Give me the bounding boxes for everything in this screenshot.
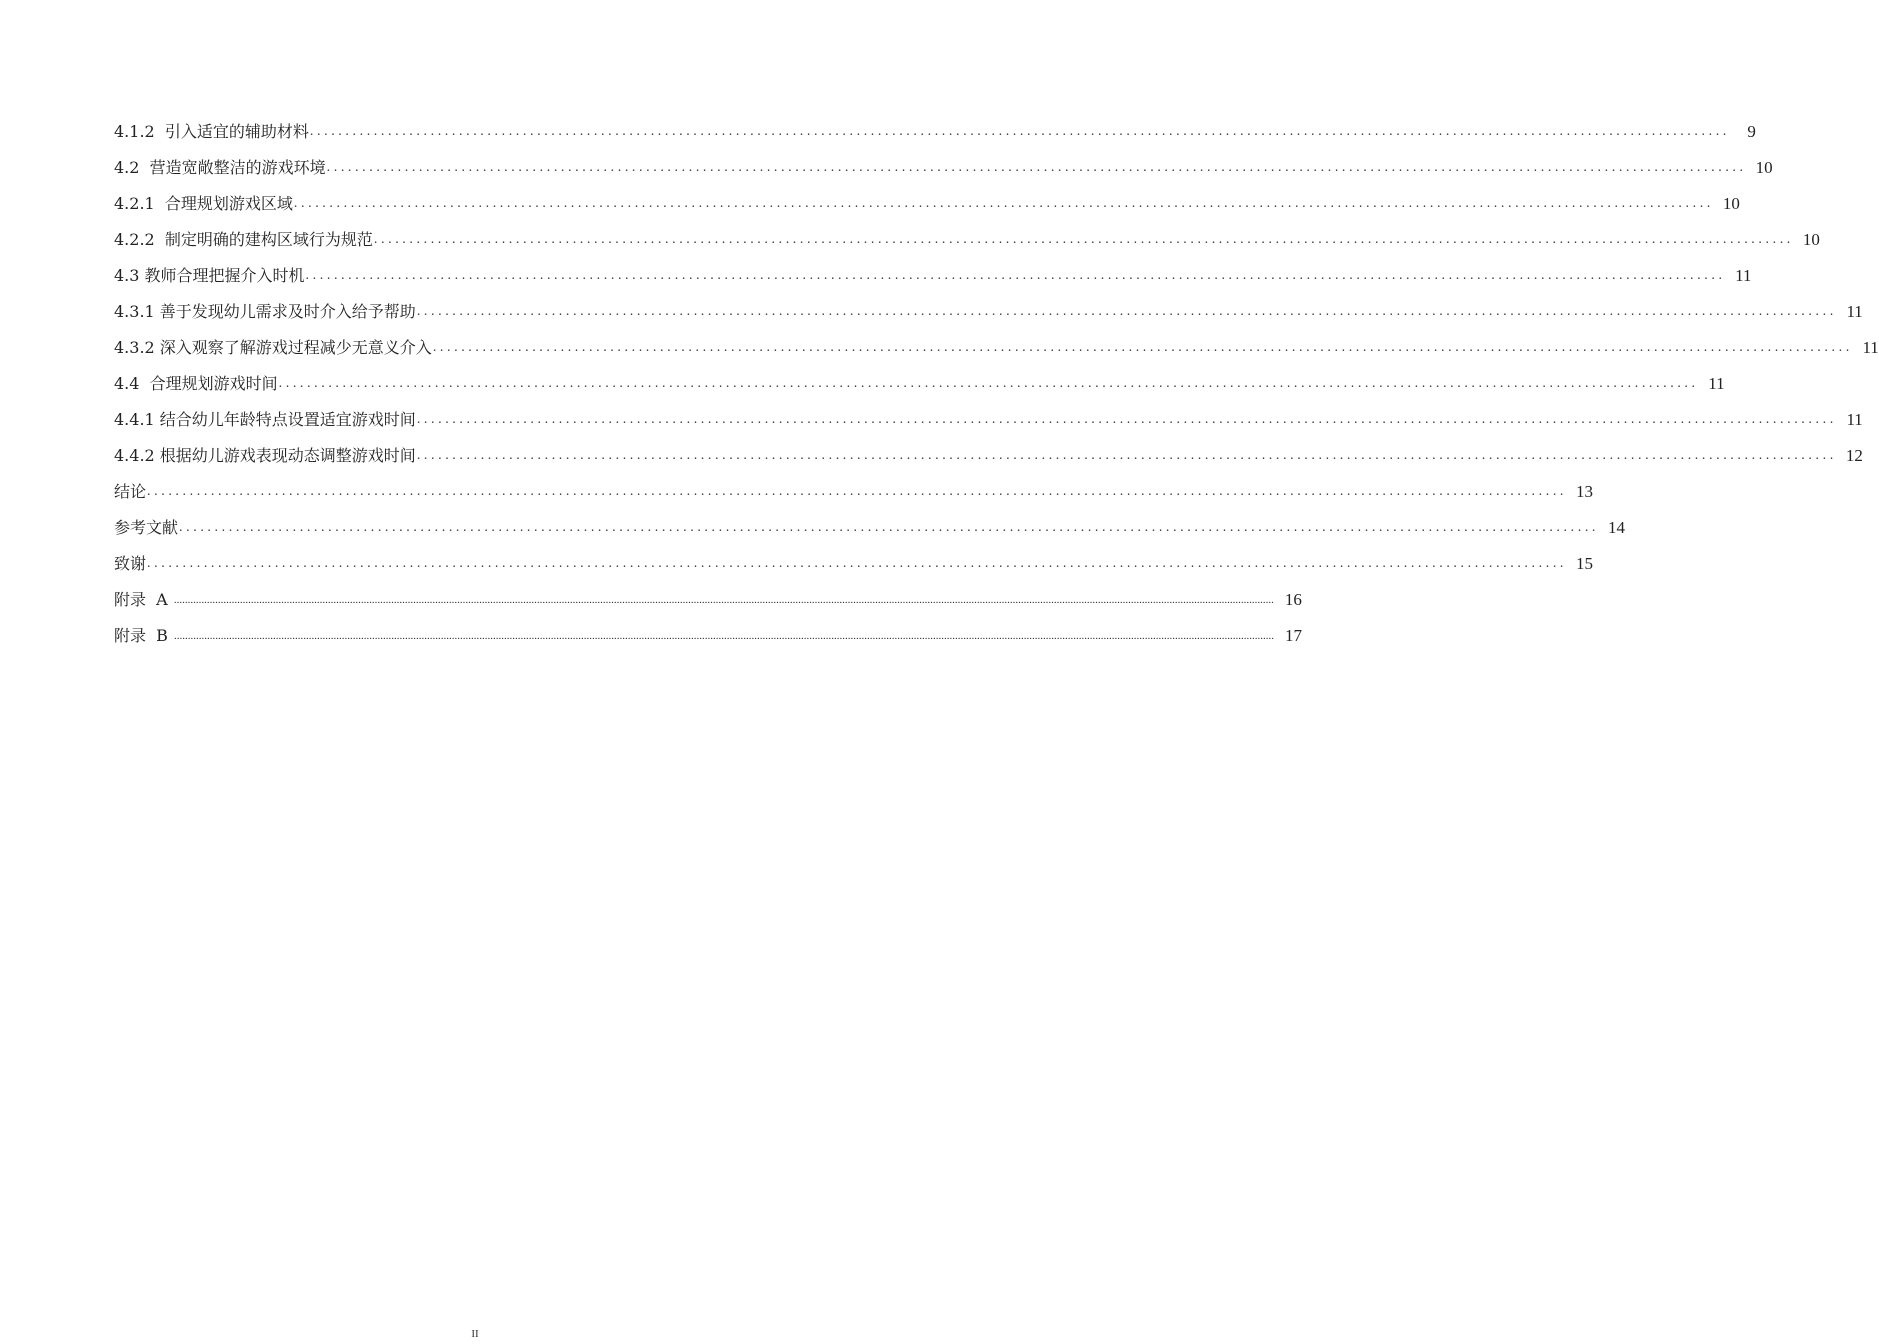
- toc-entry[interactable]: [114, 402, 1863, 438]
- toc-entry-label: 4.3.2 深入观察了解游戏过程减少无意义介入: [114, 338, 432, 357]
- toc-dot-leader: ........................................................................................................................................................................................................: [432, 340, 1853, 355]
- toc-entry-page-number: 15: [1576, 554, 1594, 573]
- toc-entry[interactable]: [114, 474, 1594, 510]
- toc-dot-leader: ........................................................................................................................................................................................................: [179, 520, 1600, 535]
- toc-dot-leader: ................................................................................................................................................................................................................................................................................................................................................................................................................: [174, 630, 1275, 642]
- toc-entry-label: 4.2.1 合理规划游戏区域: [114, 194, 293, 213]
- toc-entry-page-number: 10: [1755, 158, 1773, 177]
- toc-entry[interactable]: [114, 294, 1863, 330]
- toc-entry-page-number: 14: [1608, 518, 1626, 537]
- table-of-contents: [114, 114, 1879, 654]
- toc-entry-label: 4.1.2 引入适宜的辅助材料: [114, 122, 309, 141]
- toc-entry-label: 4.4 合理规划游戏时间: [114, 374, 278, 393]
- toc-entry-label: 4.3.1 善于发现幼儿需求及时介入给予帮助: [114, 302, 416, 321]
- toc-entry-page-number: 11: [1735, 266, 1752, 285]
- toc-entry[interactable]: [114, 582, 1302, 618]
- toc-entry-label: 4.2.2 制定明确的建构区域行为规范: [114, 230, 373, 249]
- toc-entry-page-number: 11: [1846, 410, 1863, 429]
- toc-dot-leader: ........................................................................................................................................................................................................: [416, 448, 1837, 463]
- toc-entry-page-number: 10: [1802, 230, 1820, 249]
- toc-entry-label: 4.2 营造宽敞整洁的游戏环境: [114, 158, 326, 177]
- toc-entry[interactable]: [114, 114, 1756, 150]
- toc-dot-leader: ........................................................................................................................................................................................................: [309, 124, 1730, 139]
- toc-entry[interactable]: [114, 258, 1752, 294]
- toc-dot-leader: ........................................................................................................................................................................................................: [293, 196, 1714, 211]
- toc-entry[interactable]: [114, 510, 1626, 546]
- toc-entry[interactable]: [114, 546, 1594, 582]
- toc-entry-label: 结论: [114, 482, 147, 501]
- toc-entry-page-number: 11: [1708, 374, 1725, 393]
- toc-dot-leader: ........................................................................................................................................................................................................: [147, 556, 1568, 571]
- toc-dot-leader: ........................................................................................................................................................................................................: [147, 484, 1568, 499]
- toc-dot-leader: ........................................................................................................................................................................................................: [305, 268, 1726, 283]
- toc-entry-page-number: 16: [1284, 590, 1302, 609]
- toc-dot-leader: ........................................................................................................................................................................................................: [278, 376, 1699, 391]
- toc-entry-page-number: 11: [1846, 302, 1863, 321]
- toc-entry-page-number: 11: [1862, 338, 1879, 357]
- toc-entry-page-number: 10: [1722, 194, 1740, 213]
- toc-entry-page-number: 13: [1576, 482, 1594, 501]
- toc-entry[interactable]: [114, 222, 1820, 258]
- toc-entry-page-number: 12: [1845, 446, 1863, 465]
- toc-entry[interactable]: [114, 186, 1740, 222]
- toc-entry-label: 致谢: [114, 554, 147, 573]
- toc-dot-leader: ........................................................................................................................................................................................................: [373, 232, 1794, 247]
- toc-entry-label: 参考文献: [114, 518, 179, 537]
- toc-entry-page-number: 9: [1747, 122, 1756, 141]
- toc-entry-label: 附录 A: [114, 590, 173, 609]
- toc-dot-leader: ........................................................................................................................................................................................................: [416, 412, 1837, 427]
- toc-dot-leader: ........................................................................................................................................................................................................: [326, 160, 1747, 175]
- page-number: II: [471, 1328, 479, 1340]
- toc-dot-leader: ........................................................................................................................................................................................................: [416, 304, 1837, 319]
- toc-entry-label: 4.4.1 结合幼儿年龄特点设置适宜游戏时间: [114, 410, 416, 429]
- toc-entry-page-number: 17: [1285, 626, 1303, 645]
- toc-entry-label: 附录 B: [114, 626, 174, 645]
- toc-dot-leader: ................................................................................................................................................................................................................................................................................................................................................................................................................: [173, 594, 1274, 606]
- toc-entry-label: 4.4.2 根据幼儿游戏表现动态调整游戏时间: [114, 446, 416, 465]
- toc-entry[interactable]: [114, 330, 1879, 366]
- toc-entry[interactable]: [114, 438, 1863, 474]
- toc-entry[interactable]: [114, 366, 1725, 402]
- toc-entry[interactable]: [114, 150, 1773, 186]
- toc-entry-label: 4.3 教师合理把握介入时机: [114, 266, 305, 285]
- toc-entry[interactable]: [114, 618, 1303, 654]
